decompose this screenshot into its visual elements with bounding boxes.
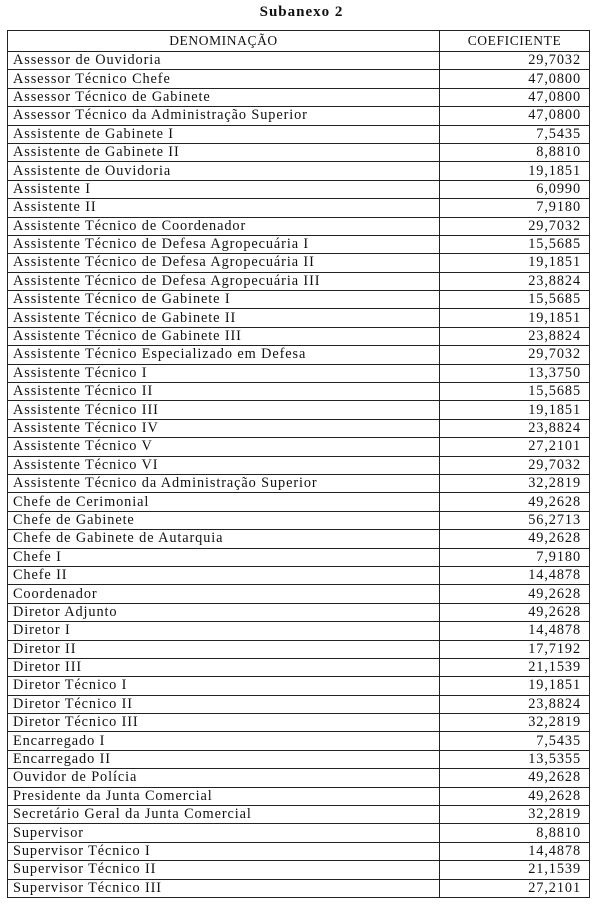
denominacao-cell: Assistente Técnico de Gabinete II [8,309,440,327]
coeficiente-cell: 23,8824 [440,272,590,290]
denominacao-cell: Diretor Técnico III [8,714,440,732]
coeficiente-cell: 27,2101 [440,438,590,456]
denominacao-cell: Chefe II [8,566,440,584]
coeficiente-cell: 15,5685 [440,291,590,309]
coeficiente-cell: 49,2628 [440,787,590,805]
coefficient-table [7,30,590,898]
denominacao-cell: Assistente Técnico V [8,438,440,456]
coeficiente-cell: 14,4878 [440,566,590,584]
table-row [8,842,590,860]
denominacao-cell: Assessor Técnico Chefe [8,70,440,88]
denominacao-cell: Assistente Técnico de Gabinete I [8,291,440,309]
coeficiente-cell: 29,7032 [440,217,590,235]
denominacao-cell: Coordenador [8,585,440,603]
column-header-coeficiente: COEFICIENTE [440,31,590,52]
table-row [8,474,590,492]
denominacao-cell: Assistente Técnico IV [8,419,440,437]
table-row [8,143,590,161]
column-header-denominacao: DENOMINAÇÃO [8,31,440,52]
coeficiente-cell: 7,5435 [440,732,590,750]
denominacao-cell: Assistente Técnico II [8,383,440,401]
table-row [8,585,590,603]
coeficiente-cell: 21,1539 [440,658,590,676]
coeficiente-cell: 32,2819 [440,474,590,492]
denominacao-cell: Supervisor Técnico I [8,842,440,860]
denominacao-cell: Presidente da Junta Comercial [8,787,440,805]
table-row [8,511,590,529]
coeficiente-cell: 8,8810 [440,143,590,161]
denominacao-cell: Diretor Técnico I [8,677,440,695]
table-row [8,235,590,253]
coeficiente-cell: 29,7032 [440,346,590,364]
coeficiente-cell: 27,2101 [440,879,590,897]
table-row [8,438,590,456]
table-row [8,199,590,217]
denominacao-cell: Chefe de Cerimonial [8,493,440,511]
coeficiente-cell: 56,2713 [440,511,590,529]
table-row [8,806,590,824]
coeficiente-cell: 23,8824 [440,695,590,713]
table-row [8,272,590,290]
denominacao-cell: Assistente Técnico de Defesa Agropecuária III [8,272,440,290]
denominacao-cell: Chefe de Gabinete de Autarquia [8,530,440,548]
coeficiente-cell: 17,7192 [440,640,590,658]
denominacao-cell: Assistente Técnico VI [8,456,440,474]
table-row [8,548,590,566]
table-row [8,603,590,621]
table-row [8,750,590,768]
denominacao-cell: Assistente de Ouvidoria [8,162,440,180]
table-row [8,530,590,548]
table-row [8,622,590,640]
denominacao-cell: Assistente II [8,199,440,217]
page-title: Subanexo 2 [259,4,344,20]
denominacao-cell: Supervisor [8,824,440,842]
denominacao-cell: Assistente Técnico I [8,364,440,382]
table-body [8,52,590,898]
coeficiente-cell: 23,8824 [440,327,590,345]
table-row [8,769,590,787]
denominacao-cell: Assistente Técnico III [8,401,440,419]
table-row [8,70,590,88]
coeficiente-cell: 21,1539 [440,861,590,879]
table-row [8,787,590,805]
coeficiente-cell: 19,1851 [440,162,590,180]
coeficiente-cell: 47,0800 [440,88,590,106]
denominacao-cell: Chefe de Gabinete [8,511,440,529]
table-row [8,327,590,345]
table-row [8,180,590,198]
table-row [8,52,590,70]
coeficiente-cell: 49,2628 [440,530,590,548]
table-row [8,861,590,879]
denominacao-cell: Encarregado II [8,750,440,768]
coeficiente-cell: 19,1851 [440,254,590,272]
denominacao-cell: Assistente de Gabinete II [8,143,440,161]
denominacao-cell: Encarregado I [8,732,440,750]
coeficiente-cell: 49,2628 [440,769,590,787]
coeficiente-cell: 32,2819 [440,714,590,732]
coeficiente-cell: 29,7032 [440,52,590,70]
denominacao-cell: Supervisor Técnico III [8,879,440,897]
denominacao-cell: Assistente I [8,180,440,198]
table-row [8,217,590,235]
table-row [8,346,590,364]
table-row [8,640,590,658]
denominacao-cell: Chefe I [8,548,440,566]
table-row [8,309,590,327]
coeficiente-cell: 49,2628 [440,585,590,603]
coeficiente-cell: 6,0990 [440,180,590,198]
coeficiente-cell: 29,7032 [440,456,590,474]
table-row [8,695,590,713]
table-row [8,364,590,382]
denominacao-cell: Diretor II [8,640,440,658]
coeficiente-cell: 19,1851 [440,401,590,419]
table-row [8,162,590,180]
denominacao-cell: Diretor III [8,658,440,676]
coeficiente-cell: 14,4878 [440,622,590,640]
coeficiente-cell: 49,2628 [440,493,590,511]
coeficiente-cell: 13,5355 [440,750,590,768]
coeficiente-cell: 7,9180 [440,199,590,217]
coeficiente-cell: 8,8810 [440,824,590,842]
table-row [8,401,590,419]
table-row [8,291,590,309]
coeficiente-cell: 19,1851 [440,677,590,695]
denominacao-cell: Assistente de Gabinete I [8,125,440,143]
header-row [8,31,590,52]
table-row [8,824,590,842]
denominacao-cell: Supervisor Técnico II [8,861,440,879]
denominacao-cell: Assessor Técnico da Administração Superior [8,107,440,125]
denominacao-cell: Assistente Técnico de Defesa Agropecuária I [8,235,440,253]
coeficiente-cell: 7,9180 [440,548,590,566]
table-row [8,456,590,474]
table-row [8,493,590,511]
denominacao-cell: Assessor de Ouvidoria [8,52,440,70]
table-row [8,254,590,272]
coeficiente-cell: 19,1851 [440,309,590,327]
denominacao-cell: Ouvidor de Polícia [8,769,440,787]
coeficiente-cell: 32,2819 [440,806,590,824]
denominacao-cell: Assistente Técnico de Coordenador [8,217,440,235]
denominacao-cell: Assistente Técnico de Defesa Agropecuária II [8,254,440,272]
table-row [8,419,590,437]
coeficiente-cell: 13,3750 [440,364,590,382]
table-row [8,677,590,695]
coeficiente-cell: 47,0800 [440,70,590,88]
table-row [8,732,590,750]
table-row [8,658,590,676]
denominacao-cell: Assistente Técnico de Gabinete III [8,327,440,345]
denominacao-cell: Secretário Geral da Junta Comercial [8,806,440,824]
coeficiente-cell: 49,2628 [440,603,590,621]
table-row [8,88,590,106]
denominacao-cell: Assistente Técnico da Administração Superior [8,474,440,492]
table-header [8,31,590,52]
table-row [8,383,590,401]
coeficiente-cell: 15,5685 [440,235,590,253]
table-row [8,107,590,125]
denominacao-cell: Diretor Adjunto [8,603,440,621]
coeficiente-cell: 15,5685 [440,383,590,401]
table-row [8,566,590,584]
denominacao-cell: Diretor I [8,622,440,640]
denominacao-cell: Assistente Técnico Especializado em Defesa [8,346,440,364]
coeficiente-cell: 7,5435 [440,125,590,143]
denominacao-cell: Diretor Técnico II [8,695,440,713]
table-row [8,714,590,732]
denominacao-cell: Assessor Técnico de Gabinete [8,88,440,106]
table-row [8,879,590,897]
table-row [8,125,590,143]
coeficiente-cell: 23,8824 [440,419,590,437]
coeficiente-cell: 47,0800 [440,107,590,125]
coeficiente-cell: 14,4878 [440,842,590,860]
